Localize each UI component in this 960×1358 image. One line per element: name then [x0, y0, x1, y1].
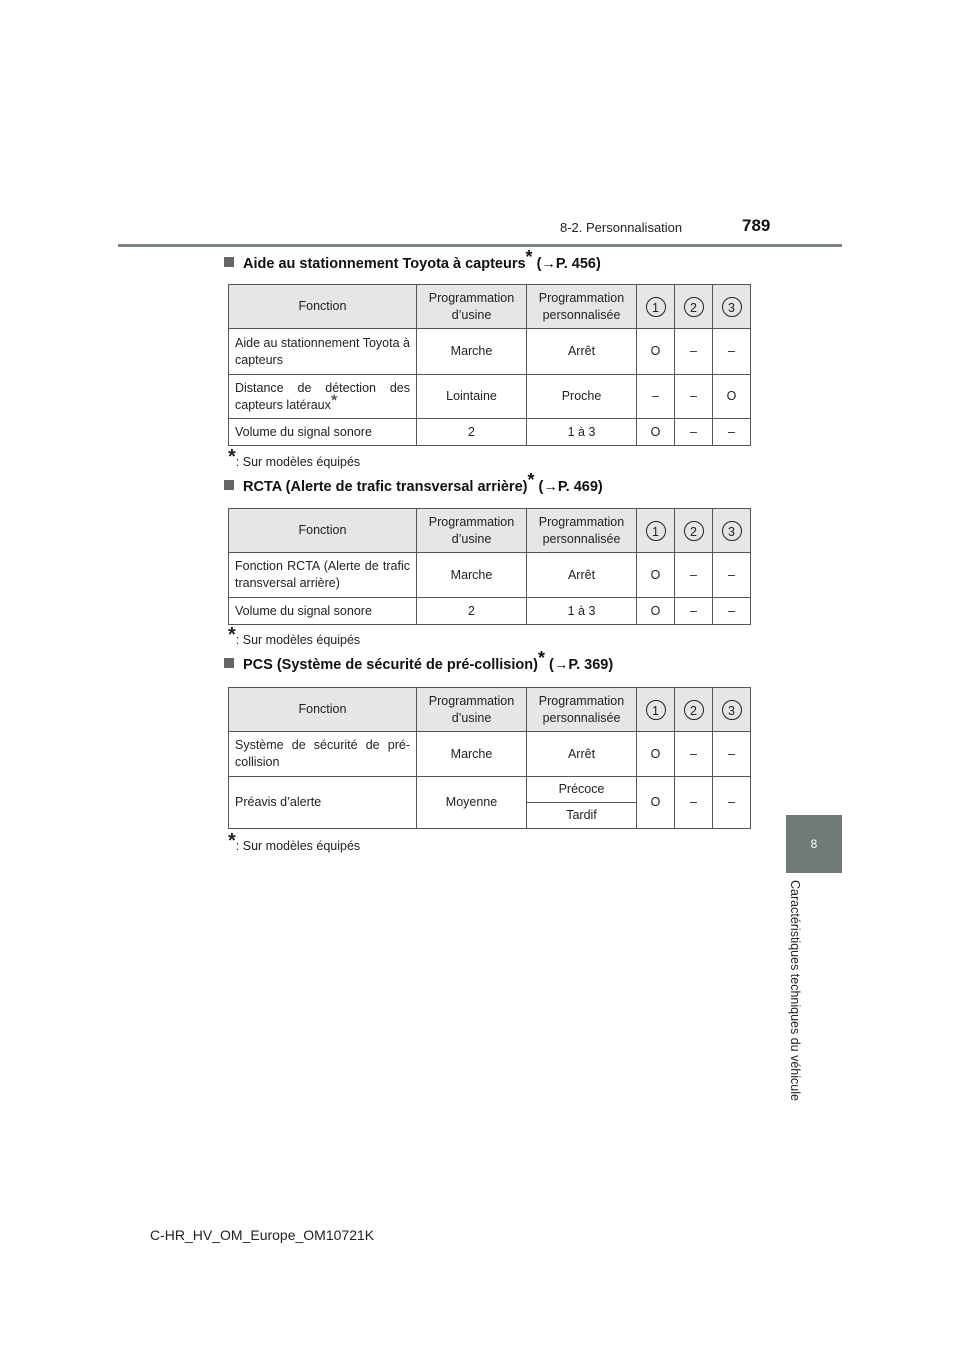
table-row: Système de sécurité de pré-collision Marche Arrêt O – –	[229, 732, 751, 777]
table-header-row	[229, 285, 751, 329]
table-header-row: Fonction Programmation d’usine Programmation personnalisée 1 2 3	[229, 509, 751, 553]
page-reference-link[interactable]: (→P. 369)	[548, 657, 614, 673]
section-title-pcs: PCS (Système de sécurité de pré-collision)* (→P. 369)	[224, 657, 613, 673]
section-heading: 8-2. Personnalisation	[560, 220, 683, 235]
circled-number-2-icon: 2	[684, 521, 704, 541]
header-rule	[118, 244, 842, 247]
square-bullet-icon	[224, 658, 234, 668]
cell-fonction: Distance de détection des capteurs latéraux*	[229, 375, 417, 419]
square-bullet-icon	[224, 480, 234, 490]
chapter-number: 8	[810, 837, 818, 851]
table-row: Aide au stationnement Toyota à capteurs Marche Arrêt O – –	[229, 329, 751, 375]
settings-table-rcta	[228, 508, 751, 625]
chapter-title: Caractéristiques techniques du véhicule	[788, 880, 802, 1101]
table-row: Volume du signal sonore 2 1 à 3 O – –	[229, 419, 751, 446]
circled-number-1-icon: 1	[646, 297, 666, 317]
footnote: *: Sur modèles équipés	[228, 446, 361, 469]
table-row: Fonction RCTA (Alerte de trafic transversal arrière) Marche Arrêt O – –	[229, 553, 751, 598]
table-row: Tardif	[229, 803, 751, 829]
square-bullet-icon	[224, 257, 234, 267]
chapter-title-vertical	[785, 880, 805, 1112]
chapter-tab[interactable]	[786, 815, 842, 873]
col-header-prog-perso: Programmation personnalisée	[527, 285, 637, 329]
col-header-3	[713, 285, 751, 329]
circled-number-3-icon: 3	[722, 521, 742, 541]
document-code: C-HR_HV_OM_Europe_OM10721K	[150, 1227, 375, 1243]
circled-number-1-icon: 1	[646, 521, 666, 541]
settings-table-pcs	[228, 687, 751, 829]
footnote: *: Sur modèles équipés	[228, 624, 361, 647]
col-header-fonction: Fonction	[229, 285, 417, 329]
section-title-rcta: RCTA (Alerte de trafic transversal arrière)* (→P. 469)	[224, 479, 603, 495]
col-header-1	[637, 285, 675, 329]
col-header-prog-usine: Programmation d’usine	[417, 285, 527, 329]
settings-table-parking-sensor	[228, 284, 751, 446]
col-header-2	[675, 285, 713, 329]
table-row: Volume du signal sonore 2 1 à 3 O – –	[229, 598, 751, 625]
circled-number-1-icon: 1	[646, 700, 666, 720]
page-reference-link[interactable]: (→P. 456)	[536, 256, 601, 272]
circled-number-2-icon: 2	[684, 297, 704, 317]
circled-number-2-icon: 2	[684, 700, 704, 720]
table-header-row: Fonction Programmation d’usine Programmation personnalisée 1 2 3	[229, 688, 751, 732]
page-reference-link[interactable]: (→P. 469)	[538, 479, 603, 495]
circled-number-3-icon: 3	[722, 297, 742, 317]
page-number: 789	[742, 216, 771, 235]
footnote: *: Sur modèles équipés	[228, 830, 361, 853]
table-row: Préavis d’alerte Moyenne Précoce O – –	[229, 777, 751, 803]
section-title-parking-sensor: Aide au stationnement Toyota à capteurs* (→P. 456)	[224, 256, 601, 272]
circled-number-3-icon: 3	[722, 700, 742, 720]
table-row: Distance de détection des capteurs latéraux* Lointaine Proche – – O	[229, 375, 751, 419]
